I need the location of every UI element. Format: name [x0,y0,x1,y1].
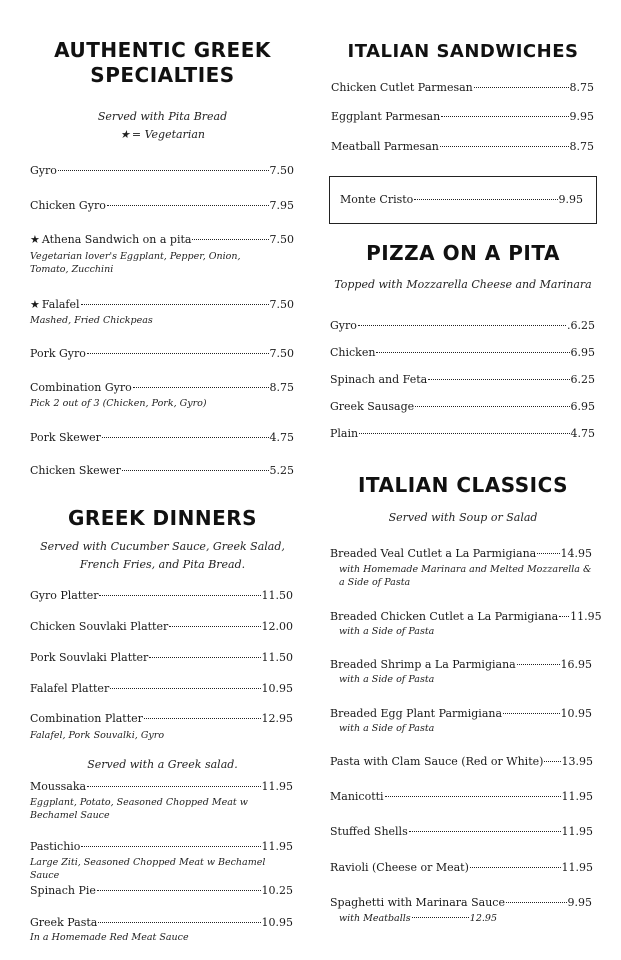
item-name: Chicken [330,346,376,359]
item-description: Mashed, Fried Chickpeas [30,315,153,326]
menu-item [30,682,293,696]
menu-item [330,610,602,624]
dot-leader [415,406,569,407]
dot-leader [358,325,566,326]
star-icon: ★ [30,298,40,311]
dot-leader [440,146,569,147]
menu-item [330,896,592,910]
dot-leader [58,170,269,171]
item-price: 11.95 [261,780,293,793]
item-price: 10.95 [261,916,293,929]
menu-item [330,658,592,672]
item-price: 8.75 [569,81,594,94]
item-name: Spinach and Feta [330,373,428,386]
item-price: .6.25 [567,319,595,332]
item-description: Large Ziti, Seasoned Chopped Meat w Bechamel Sauce [30,857,266,881]
item-name: Spinach Pie [30,884,96,897]
item-price: 4.75 [570,427,595,440]
menu-item [30,651,293,665]
dot-leader [144,718,261,719]
item-price: 9.95 [567,896,592,909]
dot-leader [414,199,557,200]
item-price: 7.50 [269,233,294,246]
item-name: Pork Gyro [30,347,86,360]
item-price: 7.50 [269,298,294,311]
item-name: Gyro Platter [30,589,99,602]
item-price: 10.25 [261,884,293,897]
dot-leader [102,437,269,438]
item-name: Pasta with Clam Sauce (Red or White) [330,755,544,768]
menu-item [30,233,294,247]
dot-leader [192,239,268,240]
dot-leader [99,595,260,596]
menu-item [330,427,595,441]
item-name: Stuffed Shells [330,825,408,838]
item-name: Manicotti [330,790,384,803]
item-price: 6.25 [570,373,595,386]
item-description: In a Homemade Red Meat Sauce [30,932,189,943]
item-sub-price: 12.95 [469,913,497,924]
menu-item [30,589,293,603]
star-icon: ★ [120,128,130,141]
item-name: Falafel Platter [30,682,110,695]
item-price: 7.50 [269,347,294,360]
menu-item [30,884,293,898]
item-price: 16.95 [560,658,592,671]
menu-item [30,780,293,794]
menu-item [330,861,593,875]
dot-leader [385,796,561,797]
menu-item [331,110,594,124]
menu-item [30,199,294,213]
item-price: 12.00 [261,620,293,633]
item-name: Meatball Parmesan [331,140,439,153]
menu-item [30,381,294,395]
menu-item [330,346,595,360]
dot-leader [81,304,269,305]
item-name: Breaded Chicken Cutlet a La Parmigiana [330,610,559,623]
item-sub-name: with Meatballs [339,913,411,924]
greek-specialties-subtitle [30,108,295,144]
item-price: 9.95 [569,110,594,123]
item-name: Greek Pasta [30,916,98,929]
menu-item [330,755,593,769]
dot-leader [470,867,561,868]
item-name: Chicken Souvlaki Platter [30,620,169,633]
item-name: Athena Sandwich on a pita [41,233,192,246]
item-description: with Homemade Marinara and Melted Mozzarella & a Side of Pasta [339,564,592,588]
item-name: Gyro [330,319,357,332]
subtitle-line-2: French Fries, and Pita Bread. [79,558,246,571]
menu-item-sub [339,912,497,925]
item-price: 10.95 [261,682,293,695]
item-name: Ravioli (Cheese or Meat) [330,861,469,874]
menu-item [330,400,595,414]
title-line-2: SPECIALTIES [90,63,235,87]
dot-leader [122,470,269,471]
item-price: 11.95 [570,610,602,623]
title-line-1: AUTHENTIC GREEK [54,38,271,62]
veg-note: = Vegetarian [131,128,205,141]
menu-item [30,431,294,445]
item-description: with a Side of Pasta [339,626,435,637]
dot-leader [412,917,469,918]
dot-leader [428,379,569,380]
dot-leader [537,553,559,554]
item-description: Eggplant, Potato, Seasoned Chopped Meat w Bechamel Sauce [30,797,248,821]
item-name: Pastichio [30,840,81,853]
item-name: Falafel [41,298,80,311]
dot-leader [409,831,561,832]
dot-leader [559,616,569,617]
item-name: Combination Platter [30,712,143,725]
item-price: 4.75 [269,431,294,444]
menu-item [330,373,595,387]
dot-leader [97,890,261,891]
dot-leader [149,657,260,658]
dot-leader [133,387,269,388]
italian-classics-title: ITALIAN CLASSICS [357,473,569,497]
item-price: 5.25 [269,464,294,477]
pizza-subtitle: Topped with Mozzarella Cheese and Marinara [334,278,592,291]
item-price: 12.95 [261,712,293,725]
item-name: Breaded Shrimp a La Parmigiana [330,658,516,671]
item-price: 11.50 [261,651,293,664]
dot-leader [87,786,260,787]
menu-item [30,916,293,930]
menu-item [330,707,592,721]
dot-leader [517,664,560,665]
menu-item [30,464,294,478]
dot-leader [107,205,269,206]
menu-item [330,319,595,333]
menu-item [30,298,294,312]
item-name: Eggplant Parmesan [331,110,441,123]
dot-leader [503,713,559,714]
greek-salad-note: Served with a Greek salad. [87,758,238,771]
item-name: Moussaka [30,780,87,793]
menu-item [330,825,593,839]
menu-item [30,620,293,634]
dot-leader [98,922,260,923]
star-icon: ★ [30,233,40,246]
pizza-on-pita-title: PIZZA ON A PITA [366,241,560,265]
item-price: 11.50 [261,589,293,602]
item-description: Pick 2 out of 3 (Chicken, Pork, Gyro) [30,398,207,409]
greek-specialties-title [30,38,295,88]
menu-item [331,81,594,95]
item-name: Monte Cristo [340,193,414,206]
item-price: 10.95 [560,707,592,720]
item-price: 8.75 [569,140,594,153]
item-price: 6.95 [570,346,595,359]
menu-item [331,140,594,154]
dot-leader [474,87,569,88]
italian-classics-subtitle: Served with Soup or Salad [388,511,538,524]
menu-item [30,712,293,726]
menu-item [330,547,592,561]
item-price: 9.95 [558,193,583,206]
item-name: Plain [330,427,359,440]
item-name: Spaghetti with Marinara Sauce [330,896,505,909]
dot-leader [544,761,560,762]
item-name: Pork Skewer [30,431,101,444]
dot-leader [441,116,568,117]
item-description: Falafel, Pork Souvalki, Gyro [30,730,165,741]
item-name: Chicken Skewer [30,464,121,477]
dot-leader [110,688,260,689]
item-name: Gyro [30,164,57,177]
item-name: Combination Gyro [30,381,132,394]
menu-item [30,164,294,178]
item-price: 11.95 [561,861,593,874]
dot-leader [169,626,260,627]
dot-leader [87,353,269,354]
menu-item [330,790,593,804]
dot-leader [376,352,569,353]
item-name: Chicken Cutlet Parmesan [331,81,473,94]
item-price: 7.50 [269,164,294,177]
item-price: 8.75 [269,381,294,394]
menu-item [30,347,294,361]
item-description: with a Side of Pasta [339,674,435,685]
item-name: Breaded Veal Cutlet a La Parmigiana [330,547,537,560]
dot-leader [81,846,260,847]
dot-leader [359,433,569,434]
menu-item [30,840,293,854]
item-description: with a Side of Pasta [339,723,435,734]
greek-dinners-title: GREEK DINNERS [67,506,258,530]
item-price: 7.95 [269,199,294,212]
vegetarian-legend [30,126,295,144]
subtitle-text: Served with Pita Bread [97,110,228,123]
menu-item [340,193,583,207]
subtitle-line-1: Served with Cucumber Sauce, Greek Salad, [40,540,285,553]
item-name: Greek Sausage [330,400,415,413]
greek-dinners-subtitle [30,538,295,574]
item-price: 11.95 [561,825,593,838]
item-price: 11.95 [261,840,293,853]
item-description: Vegetarian lover's Eggplant, Pepper, Onion, Tomato, Zucchini [30,251,241,275]
dot-leader [506,902,567,903]
item-price: 14.95 [560,547,592,560]
item-name: Pork Souvlaki Platter [30,651,149,664]
item-name: Chicken Gyro [30,199,106,212]
item-name: Breaded Egg Plant Parmigiana [330,707,503,720]
italian-sandwiches-title: ITALIAN SANDWICHES [347,41,579,62]
item-price: 6.95 [570,400,595,413]
item-price: 11.95 [561,790,593,803]
item-price: 13.95 [561,755,593,768]
